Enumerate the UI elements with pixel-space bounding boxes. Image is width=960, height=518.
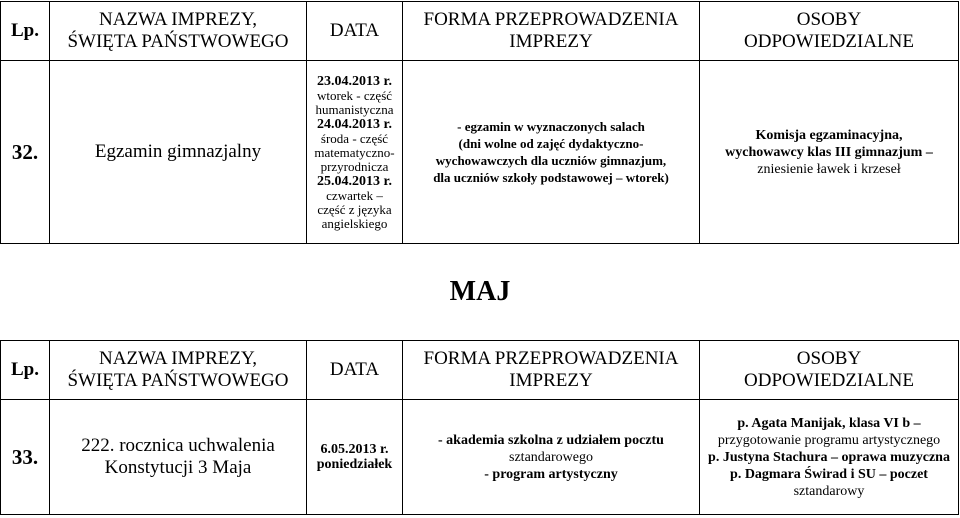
resp-line: sztandarowy <box>793 483 865 499</box>
resp-line: zniesienie ławek i krzeseł <box>757 161 901 177</box>
event-date <box>307 61 403 244</box>
header-resp-line2: ODPOWIEDZIALNE <box>744 370 914 391</box>
date-line: wtorek - część <box>316 87 393 103</box>
row-number: 32. <box>1 61 50 244</box>
event-responsible <box>700 400 959 515</box>
header-lp: Lp. <box>1 341 50 400</box>
event-name <box>50 400 307 515</box>
header-lp: Lp. <box>1 2 50 61</box>
header-row <box>1 341 959 400</box>
header-date: DATA <box>307 341 403 400</box>
header-resp-line1: OSOBY <box>796 348 862 369</box>
date-line: poniedziałek <box>316 457 393 472</box>
form-line: - akademia szkolna z udziałem pocztu <box>438 432 664 448</box>
date-line: część z języka <box>317 201 392 217</box>
resp-line: wychowawcy klas III gimnazjum – <box>725 144 933 160</box>
month-heading: MAJ <box>449 276 511 307</box>
event-form <box>403 400 700 515</box>
events-table-april <box>0 1 959 244</box>
event-responsible <box>700 61 959 244</box>
resp-line: p. Dagmara Świrad i SU – poczet <box>730 466 928 482</box>
date-lines <box>307 74 402 231</box>
header-resp-line1: OSOBY <box>796 9 862 30</box>
header-date: DATA <box>307 2 403 61</box>
header-name-line2: ŚWIĘTA PAŃSTWOWEGO <box>67 31 289 52</box>
form-line: wychowawczych dla uczniów gimnazjum, <box>435 153 667 168</box>
date-line: angielskiego <box>321 215 388 231</box>
header-form-line2: IMPREZY <box>509 370 593 391</box>
event-name-line1: 222. rocznica uchwalenia <box>81 435 275 456</box>
event-name: Egzamin gimnazjalny <box>50 61 307 244</box>
row-number: 33. <box>1 400 50 515</box>
form-lines <box>403 118 699 186</box>
resp-line: p. Justyna Stachura – oprawa muzyczna <box>708 449 950 465</box>
resp-line: przygotowanie programu artystycznego <box>717 432 941 448</box>
header-name <box>50 2 307 61</box>
events-table-may <box>0 340 959 515</box>
header-form-line1: FORMA PRZEPROWADZENIA <box>423 348 679 369</box>
event-name-line2: Konstytucji 3 Maja <box>104 457 252 478</box>
date-line: środa - część <box>320 130 389 146</box>
date-line: przyrodnicza <box>320 158 389 174</box>
header-form-line2: IMPREZY <box>509 31 593 52</box>
table-row <box>1 61 959 244</box>
header-name-line2: ŚWIĘTA PAŃSTWOWEGO <box>67 370 289 391</box>
date-line: 6.05.2013 r. <box>320 442 389 457</box>
header-form <box>403 341 700 400</box>
form-line: - egzamin w wyznaczonych salach <box>457 119 645 134</box>
event-date <box>307 400 403 515</box>
header-form-line1: FORMA PRZEPROWADZENIA <box>423 9 679 30</box>
header-name <box>50 341 307 400</box>
form-line: dla uczniów szkoły podstawowej – wtorek) <box>433 170 669 185</box>
header-name-line1: NAZWA IMPREZY, <box>99 348 257 369</box>
form-line: - program artystyczny <box>484 466 618 482</box>
date-line: humanistyczna <box>315 101 394 117</box>
date-line: 23.04.2013 r. <box>317 73 392 89</box>
header-responsible <box>700 341 959 400</box>
resp-line: Komisja egzaminacyjna, <box>755 127 903 143</box>
header-row <box>1 2 959 61</box>
resp-line: p. Agata Manijak, klasa VI b – <box>737 415 921 431</box>
date-line: czwartek – <box>326 187 383 203</box>
header-form <box>403 2 700 61</box>
header-name-line1: NAZWA IMPREZY, <box>99 9 257 30</box>
form-line: (dni wolne od zajęć dydaktyczno- <box>458 136 644 151</box>
header-responsible <box>700 2 959 61</box>
form-line: sztandarowego <box>509 449 593 465</box>
date-line: 25.04.2013 r. <box>317 173 392 189</box>
date-line: matematyczno- <box>314 144 395 160</box>
event-form <box>403 61 700 244</box>
header-resp-line2: ODPOWIEDZIALNE <box>744 31 914 52</box>
date-line: 24.04.2013 r. <box>317 116 392 132</box>
table-row <box>1 400 959 515</box>
